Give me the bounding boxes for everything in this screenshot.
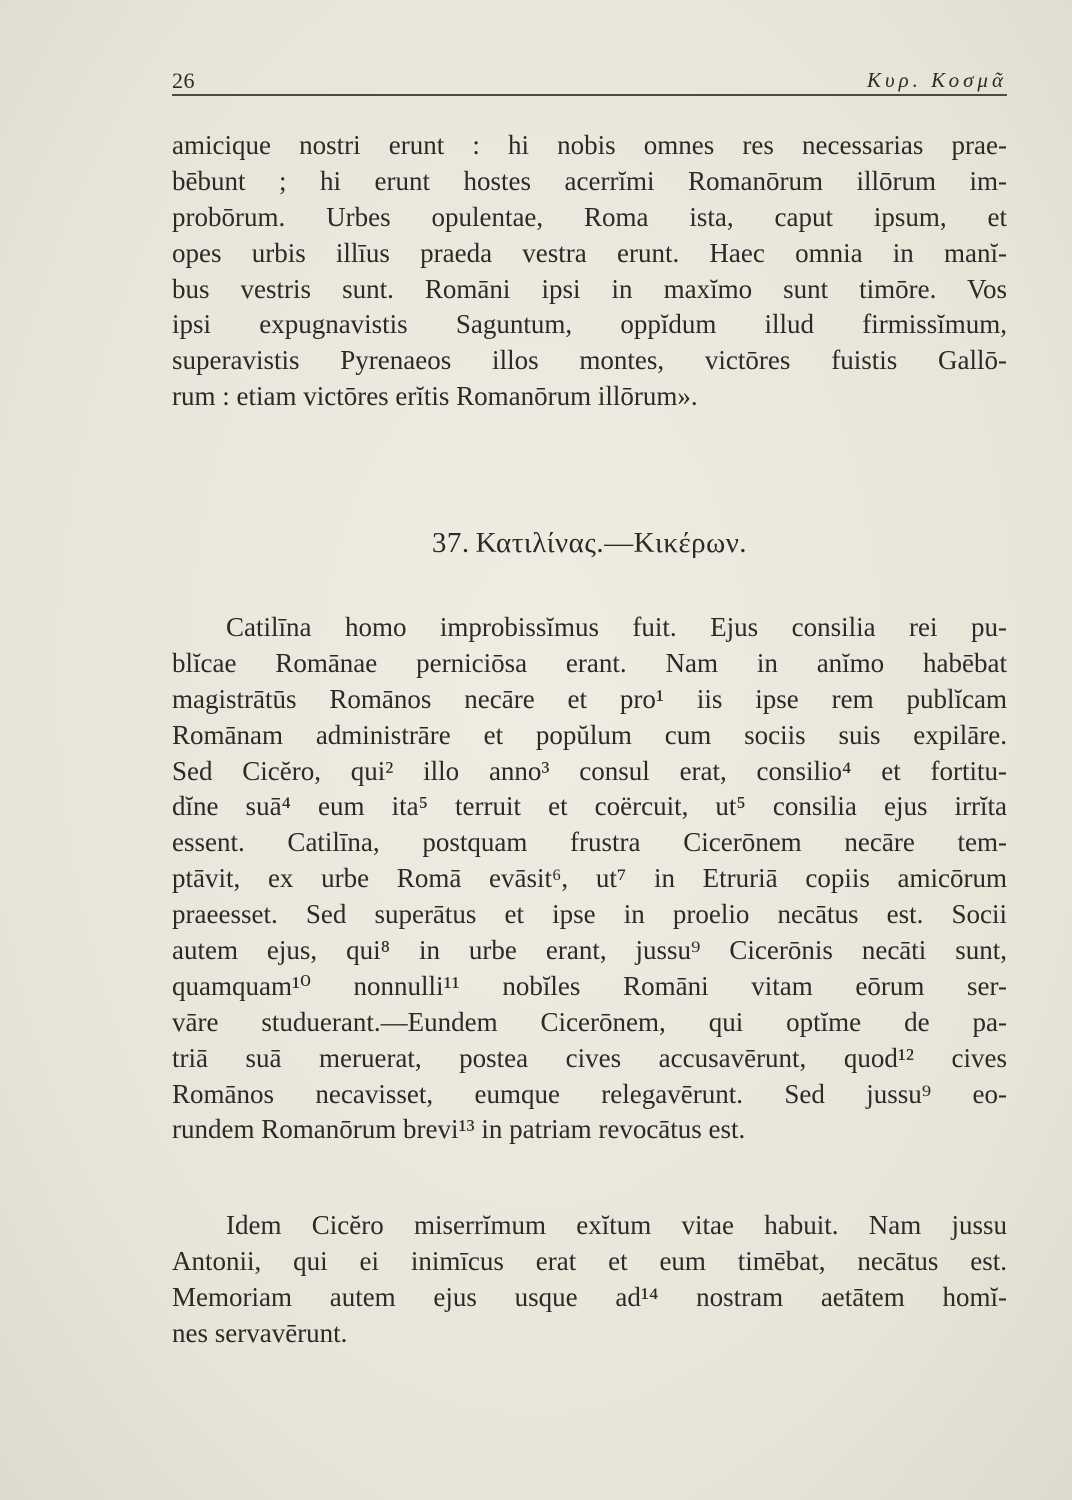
text-line: Catilīna homo improbissĭmus fuit. Ejus consilia rei pu- [226, 612, 1007, 642]
page-number: 26 [172, 68, 195, 93]
text-line: bus vestris sunt. Romāni ipsi in maxĭmo sunt timōre. Vos [172, 273, 1007, 304]
text-line: vāre studuerant.—Eundem Cicerōnem, qui optĭme de pa- [172, 1006, 1007, 1037]
running-head: Κυρ. Κοσμᾶ [866, 68, 1007, 92]
paragraph-cicero [172, 1208, 1007, 1352]
text-line: opes urbis illīus praeda vestra erunt. Haec omnia in manĭ- [172, 237, 1007, 268]
text-line: Romānam administrāre et popŭlum cum sociis suis expilāre. [172, 719, 1007, 750]
text-line: amicique nostri erunt : hi nobis omnes res necessarias prae- [172, 130, 1007, 160]
intro-passage [172, 128, 1007, 415]
text-line: Sed Cicĕro, qui² illo anno³ consul erat, consilio⁴ et fortitu- [172, 755, 1007, 786]
section-title: Κατιλίνας.—Κικέρων. [475, 527, 748, 559]
text-line: essent. Catilīna, postquam frustra Cicerōnem necāre tem- [172, 827, 1007, 858]
text-line: ptāvit, ex urbe Romā evāsit⁶, ut⁷ in Etruriā copiis amicōrum [172, 863, 1007, 894]
text-line: quamquam¹⁰ nonnulli¹¹ nobĭles Romāni vitam eōrum ser- [172, 970, 1007, 1001]
text-line: Idem Cicĕro miserrĭmum exĭtum vitae habuit. Nam jussu [226, 1210, 1007, 1240]
text-line: nes servavērunt. [172, 1317, 348, 1348]
page-header [172, 64, 1007, 96]
section-heading [172, 527, 1007, 560]
section-number: 37. [431, 527, 470, 559]
paragraph-catilina [172, 610, 1007, 1148]
text-line: bēbunt ; hi erunt hostes acerrĭmi Romanōrum illōrum im- [172, 165, 1007, 196]
text-line: Romānos necavisset, eumque relegavērunt. Sed jussu⁹ eo- [172, 1078, 1007, 1109]
text-line: dĭne suā⁴ eum ita⁵ terruit et coërcuit, ut⁵ consilia ejus irrĭta [172, 791, 1007, 822]
text-line: Antonii, qui ei inimīcus erat et eum timēbat, necātus est. [172, 1245, 1007, 1276]
text-line: superavistis Pyrenaeos illos montes, victōres fuistis Gallō- [172, 345, 1007, 376]
text-line: autem ejus, qui⁸ in urbe erant, jussu⁹ Cicerōnis necāti sunt, [172, 935, 1007, 966]
text-line: rum : etiam victōres erĭtis Romanōrum illōrum». [172, 381, 698, 412]
text-line: probōrum. Urbes opulentae, Roma ista, caput ipsum, et [172, 201, 1007, 232]
text-line: ipsi expugnavistis Saguntum, oppĭdum illud firmissĭmum, [172, 309, 1007, 340]
text-line: magistrātūs Romānos necāre et pro¹ iis ipse rem publĭcam [172, 683, 1007, 714]
text-line: praeesset. Sed superātus et ipse in proelio necātus est. Socii [172, 899, 1007, 930]
text-line: rundem Romanōrum brevi¹³ in patriam revocātus est. [172, 1114, 746, 1145]
text-line: triā suā meruerat, postea cives accusavērunt, quod¹² cives [172, 1042, 1007, 1073]
text-line: blĭcae Romānae perniciōsa erant. Nam in anĭmo habēbat [172, 647, 1007, 678]
text-line: Memoriam autem ejus usque ad¹⁴ nostram aetātem homĭ- [172, 1281, 1007, 1312]
